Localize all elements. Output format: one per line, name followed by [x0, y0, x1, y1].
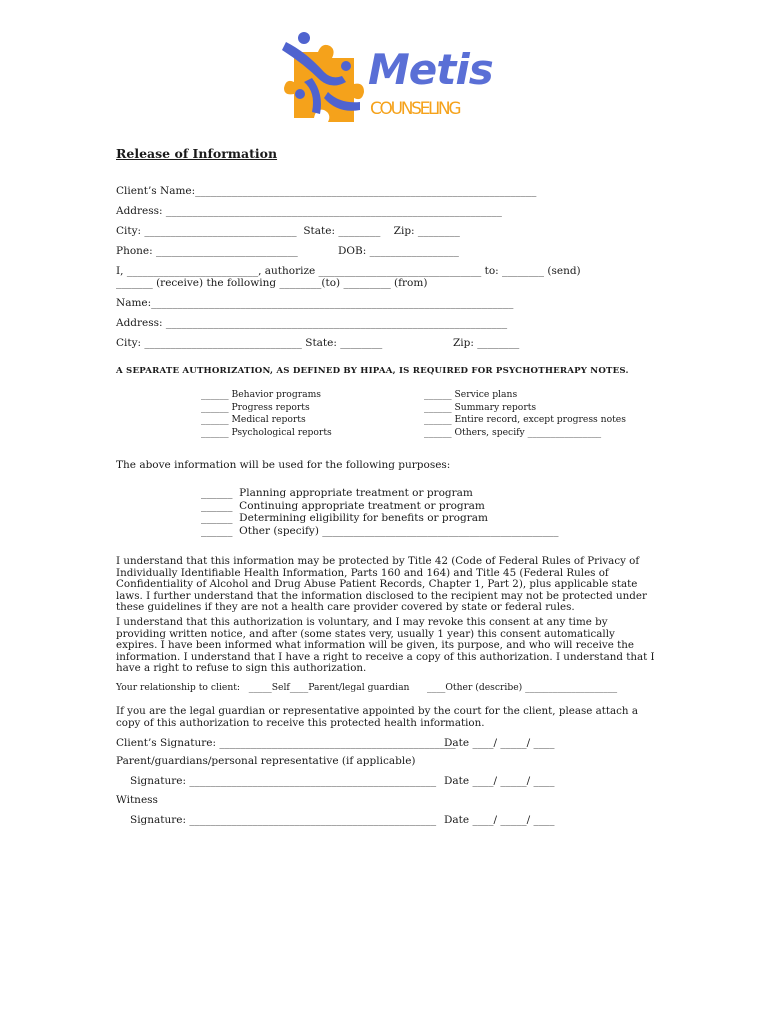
guardian-label: Parent/guardians/personal representative (if applicable) — [116, 755, 416, 767]
authorization-line-1[interactable]: I, _________________________, authorize _______________________________ to: ________ (send) — [116, 265, 581, 277]
record-others-specify[interactable]: ______ Others, specify ________________ — [424, 426, 602, 438]
record-behavior-programs[interactable]: ______ Behavior programs — [201, 389, 322, 400]
recipient-address-field[interactable]: Address: _________________________________________________________________ — [116, 317, 508, 329]
authorization-line-2[interactable]: _______ (receive) the following ________(to) _________ (from) — [116, 277, 428, 289]
logo-subtitle: COUNSELING — [370, 99, 462, 119]
recipient-zip-field[interactable]: Zip: ________ — [453, 337, 520, 349]
client-city-state-zip-field[interactable]: City: _____________________________ State: ________ Zip: ________ — [116, 225, 460, 237]
purpose-other[interactable]: ______ Other (specify) _____________________________________________ — [201, 524, 559, 537]
record-psychological-reports[interactable]: ______ Psychological reports — [201, 426, 332, 438]
client-address-field[interactable]: Address: ________________________________________________________________ — [116, 205, 502, 217]
client-name-field[interactable]: Client’s Name:_________________________________________________________________ — [116, 185, 537, 197]
witness-date-field[interactable]: Date ____/ _____/ ____ — [444, 814, 555, 826]
client-date-field[interactable]: Date ____/ _____/ ____ — [444, 737, 555, 749]
guardian-note: If you are the legal guardian or representative appointed by the court for the client, please attach a copy of this authorization to receive this protected health information. — [116, 705, 638, 729]
recipient-city-state-field[interactable]: City: ______________________________ State: ________ — [116, 337, 383, 349]
witness-label: Witness — [116, 794, 158, 806]
witness-signature-field[interactable]: Signature: _______________________________________________ — [130, 814, 437, 826]
record-entire-record[interactable]: ______ Entire record, except progress notes — [424, 414, 626, 425]
guardian-date-field[interactable]: Date ____/ _____/ ____ — [444, 775, 555, 787]
client-signature-field[interactable]: Client’s Signature: _____________________________________________ — [116, 737, 456, 749]
privacy-paragraph: I understand that this information may be protected by Title 42 (Code of Federal Rules of Privacy of Individually Identifiable Health Information, Parts 160 and 164) and Title 45 (Federal Rules of Confidentiality of Alcohol and Drug Abuse Patient Records, Chapter 1, Part 2), plus applicable state laws. I further understand that the information disclosed to the recipient may not be protected under these guidelines if they are not a health care provider covered by state or federal rules. — [116, 555, 647, 614]
purpose-continuing[interactable]: ______ Continuing appropriate treatment or program — [201, 499, 485, 512]
metis-counseling-logo — [276, 32, 493, 132]
logo-name: Metis — [368, 45, 493, 94]
hipaa-notice: A SEPARATE AUTHORIZATION, AS DEFINED BY HIPAA, IS REQUIRED FOR PSYCHOTHERAPY NOTES. — [116, 366, 629, 376]
revocation-paragraph: I understand that this authorization is voluntary, and I may revoke this consent at any time by providing written notice, and after (some states very, usually 1 year) this consent automatically expires. I have been informed what information will be given, its purpose, and who will receive the information. I understand that I have a right to receive a copy of this authorization. I understand that I have a right to refuse to sign this authorization. — [116, 616, 655, 675]
form-title: Release of Information — [116, 146, 278, 161]
recipient-name-field[interactable]: Name:_____________________________________________________________________ — [116, 297, 514, 309]
puzzle-people-logo-icon — [276, 32, 493, 132]
record-summary-reports[interactable]: ______ Summary reports — [424, 401, 537, 413]
relationship-other-field[interactable]: ____Other (describe) ____________________ — [427, 682, 618, 693]
record-progress-reports[interactable]: ______ Progress reports — [201, 401, 310, 413]
client-dob-field[interactable]: DOB: _________________ — [338, 245, 459, 257]
client-phone-field[interactable]: Phone: ___________________________ — [116, 245, 298, 257]
guardian-signature-field[interactable]: Signature: _______________________________________________ — [130, 775, 437, 787]
record-service-plans[interactable]: ______ Service plans — [424, 389, 518, 400]
purposes-intro: The above information will be used for the following purposes: — [116, 459, 451, 471]
relationship-field[interactable]: Your relationship to client: _____Self____Parent/legal guardian — [116, 682, 410, 693]
record-medical-reports[interactable]: ______ Medical reports — [201, 414, 306, 425]
purpose-planning[interactable]: ______ Planning appropriate treatment or program — [201, 487, 473, 499]
purpose-eligibility[interactable]: ______ Determining eligibility for benefits or program — [201, 512, 488, 524]
